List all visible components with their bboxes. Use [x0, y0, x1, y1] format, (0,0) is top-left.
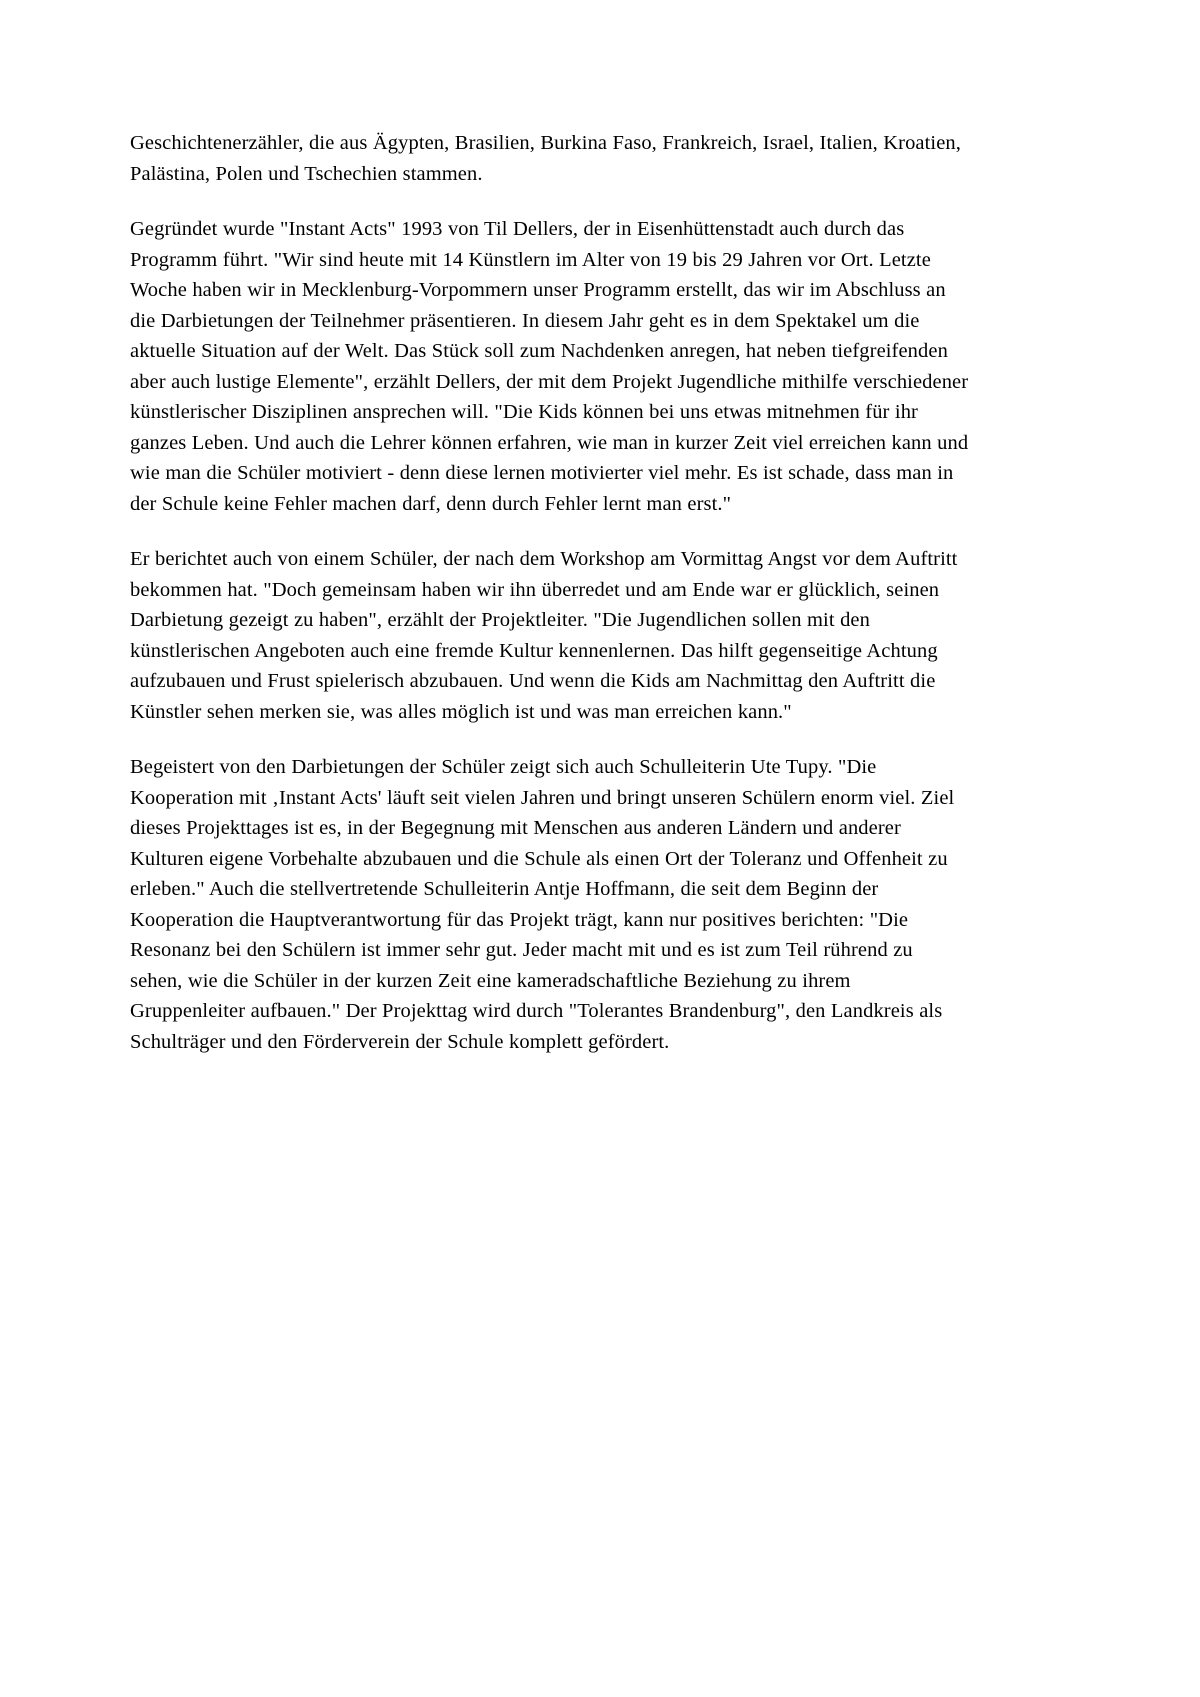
document-text-body	[130, 128, 970, 1057]
paragraph-3: Er berichtet auch von einem Schüler, der nach dem Workshop am Vormittag Angst vor dem Auftritt bekommen hat. "Doch gemeinsam haben wir ihn überredet und am Ende war er glücklich, seinen Darbietung gezeigt zu haben", erzählt der Projektleiter. "Die Jugendlichen sollen mit den künstlerischen Angeboten auch eine fremde Kultur kennenlernen. Das hilft gegenseitige Achtung aufzubauen und Frust spielerisch abzubauen. Und wenn die Kids am Nachmittag den Auftritt die Künstler sehen merken sie, was alles möglich ist und was man erreichen kann."	[130, 548, 958, 723]
paragraph-2: Gegründet wurde "Instant Acts" 1993 von Til Dellers, der in Eisenhüttenstadt auch durch das Programm führt. "Wir sind heute mit 14 Künstlern im Alter von 19 bis 29 Jahren vor Ort. Letzte Woche haben wir in Mecklenburg-Vorpommern unser Programm erstellt, das wir im Abschluss an die Darbietungen der Teilnehmer präsentieren. In diesem Jahr geht es in dem Spektakel um die aktuelle Situation auf der Welt. Das Stück soll zum Nachdenken anregen, hat neben tiefgreifenden aber auch lustige Elemente", erzählt Dellers, der mit dem Projekt Jugendliche mithilfe verschiedener künstlerischer Disziplinen ansprechen will. "Die Kids können bei uns etwas mitnehmen für ihr ganzes Leben. Und auch die Lehrer können erfahren, wie man in kurzer Zeit viel erreichen kann und wie man die Schüler motiviert - denn diese lernen motivierter viel mehr. Es ist schade, dass man in der Schule keine Fehler machen darf, denn durch Fehler lernt man erst."	[130, 218, 969, 515]
paragraph-1: Geschichtenerzähler, die aus Ägypten, Brasilien, Burkina Faso, Frankreich, Israel, Italien, Kroatien, Palästina, Polen und Tschechien stammen.	[130, 132, 961, 185]
paragraph-4: Begeistert von den Darbietungen der Schüler zeigt sich auch Schulleiterin Ute Tupy. "Die Kooperation mit ‚Instant Acts' läuft seit vielen Jahren und bringt unseren Schülern enorm viel. Ziel dieses Projekttages ist es, in der Begegnung mit Menschen aus anderen Ländern und anderer Kulturen eigene Vorbehalte abzubauen und die Schule als einen Ort der Toleranz und Offenheit zu erleben." Auch die stellvertretende Schulleiterin Antje Hoffmann, die seit dem Beginn der Kooperation die Hauptverantwortung für das Projekt trägt, kann nur positives berichten: "Die Resonanz bei den Schülern ist immer sehr gut. Jeder macht mit und es ist zum Teil rührend zu sehen, wie die Schüler in der kurzen Zeit eine kameradschaftliche Beziehung zu ihrem Gruppenleiter aufbauen." Der Projekttag wird durch "Tolerantes Brandenburg", den Landkreis als Schulträger und den Förderverein der Schule komplett gefördert.	[130, 756, 955, 1053]
